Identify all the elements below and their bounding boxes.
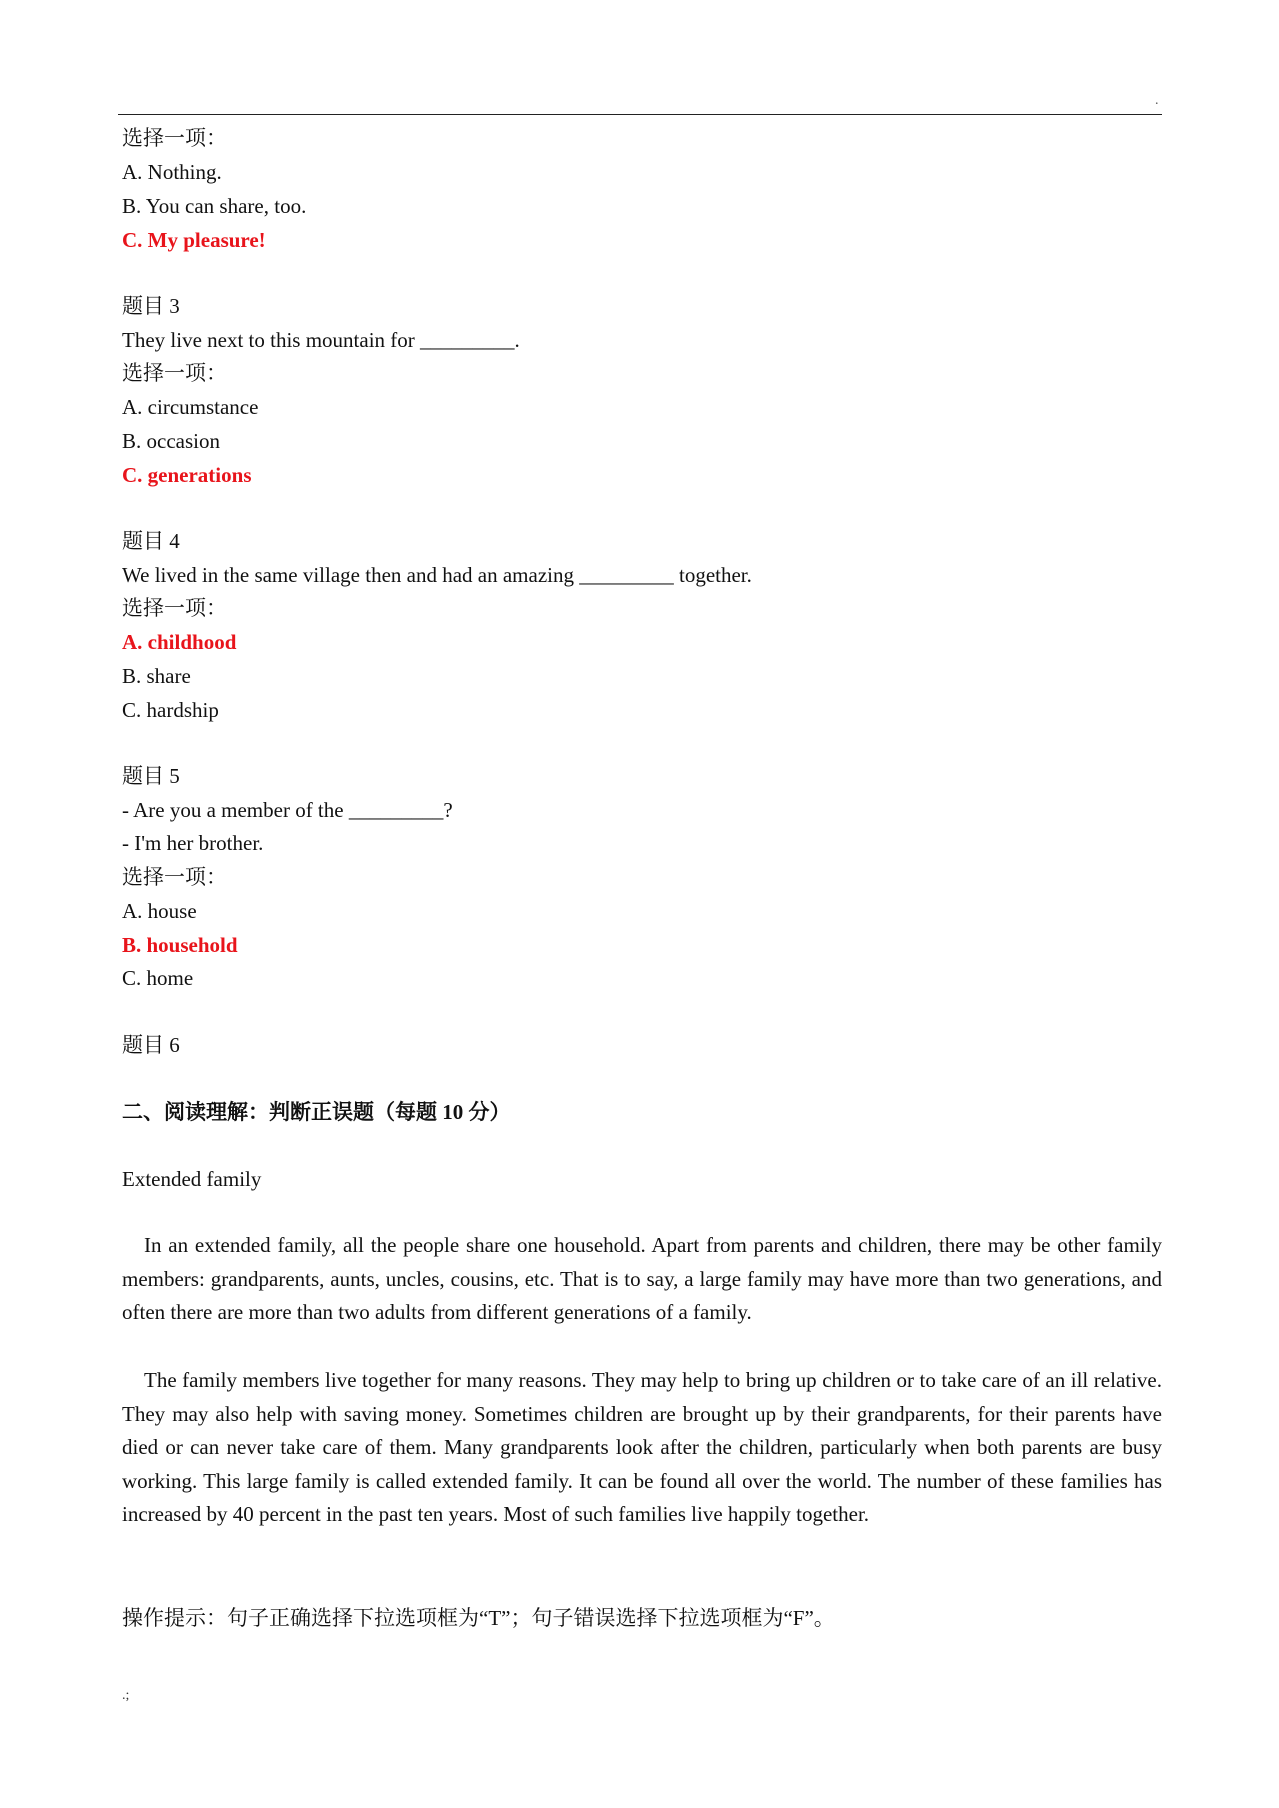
footer-mark: .;: [122, 1688, 130, 1703]
section-heading: 二、阅读理解：判断正误题（每题 10 分）: [122, 1100, 511, 1124]
header-dot: .: [1155, 93, 1159, 108]
q5-option-c: C. home: [122, 966, 194, 990]
q2-option-b: B. You can share, too.: [122, 194, 307, 218]
q5-stem-line-2: - I'm her brother.: [122, 831, 264, 855]
q4-option-c: C. hardship: [122, 698, 219, 722]
q4-title: 题目 4: [122, 529, 180, 553]
header-rule: [118, 114, 1162, 115]
q4-stem: We lived in the same village then and had an amazing _________ together.: [122, 563, 752, 587]
q3-option-a: A. circumstance: [122, 395, 259, 419]
q3-stem: They live next to this mountain for _________.: [122, 328, 520, 352]
q4-choose-prompt: 选择一项：: [122, 596, 227, 620]
q6-title: 题目 6: [122, 1033, 180, 1057]
q2-option-a: A. Nothing.: [122, 160, 222, 184]
q5-title: 题目 5: [122, 764, 180, 788]
operation-hint: 操作提示：句子正确选择下拉选项框为“T”；句子错误选择下拉选项框为“F”。: [122, 1606, 835, 1630]
q4-option-b: B. share: [122, 664, 191, 688]
q2-choose-prompt: 选择一项：: [122, 126, 227, 150]
q5-option-a: A. house: [122, 899, 197, 923]
q2-option-c-correct: C. My pleasure!: [122, 228, 266, 252]
q5-choose-prompt: 选择一项：: [122, 865, 227, 889]
passage-paragraph-2: The family members live together for many reasons. They may help to bring up children or to take care of an ill relative. They may also help with saving money. Sometimes children are brought up by their grandparents, for their parents have died or can never take care of them. Many grandparents look after the children, particularly when both parents are busy working. This large family is called extended family. It can be found all over the world. The number of these families has increased by 40 percent in the past ten years. Most of such families live happily together.: [122, 1368, 1162, 1527]
q3-choose-prompt: 选择一项：: [122, 361, 227, 385]
passage-title: Extended family: [122, 1167, 262, 1191]
q3-title: 题目 3: [122, 294, 180, 318]
q3-option-c-correct: C. generations: [122, 463, 252, 487]
q5-stem-line-1: - Are you a member of the _________?: [122, 798, 453, 822]
q4-option-a-correct: A. childhood: [122, 630, 237, 654]
passage-paragraph-1: In an extended family, all the people share one household. Apart from parents and children, there may be other family members: grandparents, aunts, uncles, cousins, etc. That is to say, a large family may have more than two generations, and often there are more than two adults from different generations of a family.: [122, 1233, 1162, 1325]
q5-option-b-correct: B. household: [122, 933, 238, 957]
q3-option-b: B. occasion: [122, 429, 220, 453]
